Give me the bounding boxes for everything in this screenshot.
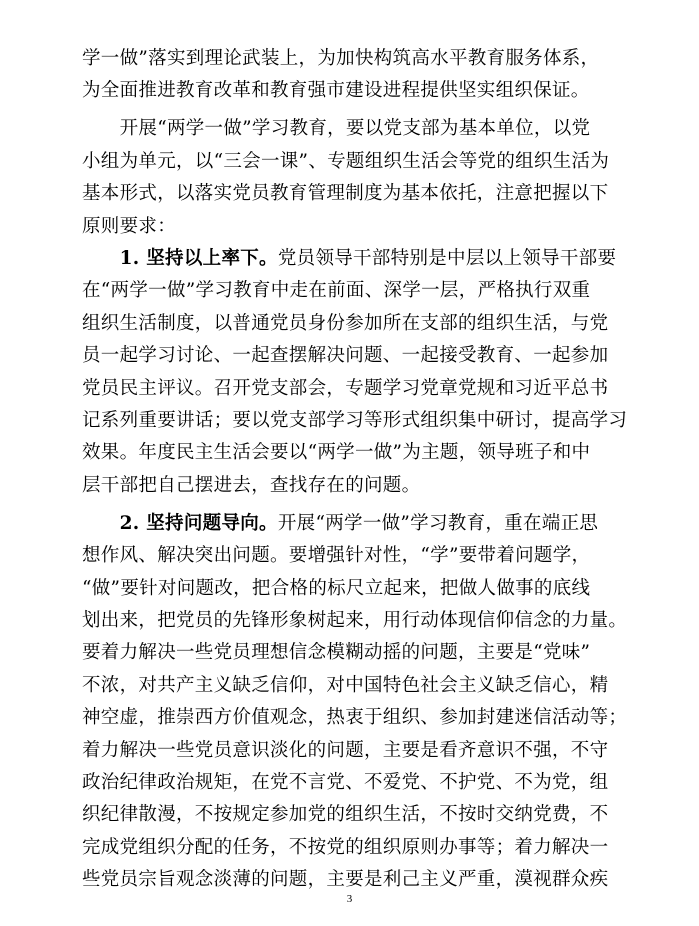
- text-run: 在“两学一做”学习教育中走在前面、深学一层，严格执行双重: [82, 280, 591, 302]
- text-line: [82, 146, 622, 178]
- text-run: 些党员宗旨观念淡薄的问题，主要是利己主义严重，漠视群众疾: [82, 869, 609, 891]
- text-line: [82, 275, 622, 307]
- text-line: [82, 508, 622, 540]
- text-run: 要着力解决一些党员理想信念模糊动摇的问题，主要是“党味”: [82, 642, 591, 664]
- text-line: [82, 340, 622, 372]
- text-line: [82, 767, 622, 799]
- text-line: [82, 605, 628, 637]
- text-line: [82, 540, 622, 572]
- page-number: 3: [346, 893, 353, 905]
- text-line: [82, 243, 622, 275]
- text-run: 为全面推进教育改革和教育强市建设进程提供坚实组织保证。: [82, 80, 590, 102]
- text-line: [82, 437, 622, 469]
- text-run: 基本形式，以落实党员教育管理制度为基本依托，注意把握以下: [82, 183, 609, 205]
- text-line: [82, 832, 622, 864]
- text-run: 不浓，对共产主义缺乏信仰，对中国特色社会主义缺乏信心，精: [82, 674, 609, 696]
- text-line: [82, 470, 622, 502]
- text-line: [82, 573, 622, 605]
- text-run: 党员领导干部特别是中层以上领导干部要: [277, 248, 617, 269]
- section-heading: 2. 坚持问题导向。: [82, 512, 278, 534]
- text-run: 划出来，把党员的先锋形象树起来，用行动体现信仰信念的力量。: [82, 610, 628, 631]
- text-run: 政治纪律政治规矩，在党不言党、不爱党、不护党、不为党，组: [82, 772, 609, 793]
- text-run: 层干部把自己摆进去，查找存在的问题。: [82, 474, 421, 496]
- text-run: 想作风、解决突出问题。要增强针对性，“学”要带着问题学，: [82, 545, 591, 567]
- text-line: [82, 405, 628, 437]
- text-line: [82, 308, 622, 340]
- text-line: [82, 670, 622, 702]
- text-line: [82, 373, 622, 405]
- text-line: [82, 864, 622, 896]
- text-line: [82, 799, 622, 831]
- text-line: [82, 702, 628, 734]
- text-run: 学一做”落实到理论武装上，为加快构筑高水平教育服务体系，: [82, 48, 600, 69]
- text-line: [82, 43, 622, 75]
- text-line: [82, 211, 622, 243]
- text-run: 开展“两学一做”学习教育，重在端正思: [277, 512, 599, 534]
- text-run: 原则要求：: [82, 215, 177, 237]
- text-run: 着力解决一些党员意识淡化的问题，主要是看齐意识不强，不守: [82, 739, 609, 761]
- text-run: 效果。年度民主生活会要以“两学一做”为主题，领导班子和中: [82, 442, 591, 464]
- text-run: 员一起学习讨论、一起查摆解决问题、一起接受教育、一起参加: [82, 345, 609, 367]
- text-line: [82, 178, 622, 210]
- text-run: 党员民主评议。召开党支部会，专题学习党章党规和习近平总书: [82, 377, 609, 399]
- text-run: 织纪律散漫，不按规定参加党的组织生活，不按时交纳党费，不: [82, 804, 609, 826]
- text-line: [82, 113, 622, 145]
- text-run: 完成党组织分配的任务，不按党的组织原则办事等；着力解决一: [82, 836, 609, 858]
- text-line: [82, 637, 622, 669]
- text-run: “做”要针对问题改，把合格的标尺立起来，把做人做事的底线: [82, 577, 591, 599]
- text-line: [82, 735, 622, 767]
- text-run: 小组为单元，以“三会一课”、专题组织生活会等党的组织生活为: [82, 150, 610, 172]
- section-heading: 1. 坚持以上率下。: [82, 248, 278, 269]
- text-run: 记系列重要讲话；要以党支部学习等形式组织集中研讨，提高学习: [82, 410, 628, 431]
- text-line: [82, 75, 622, 107]
- text-run: 组织生活制度，以普通党员身份参加所在支部的组织生活，与党: [82, 312, 609, 334]
- text-run: 神空虚，推崇西方价值观念，热衷于组织、参加封建迷信活动等；: [82, 707, 628, 729]
- text-run: 开展“两学一做”学习教育，要以党支部为基本单位，以党: [82, 118, 591, 140]
